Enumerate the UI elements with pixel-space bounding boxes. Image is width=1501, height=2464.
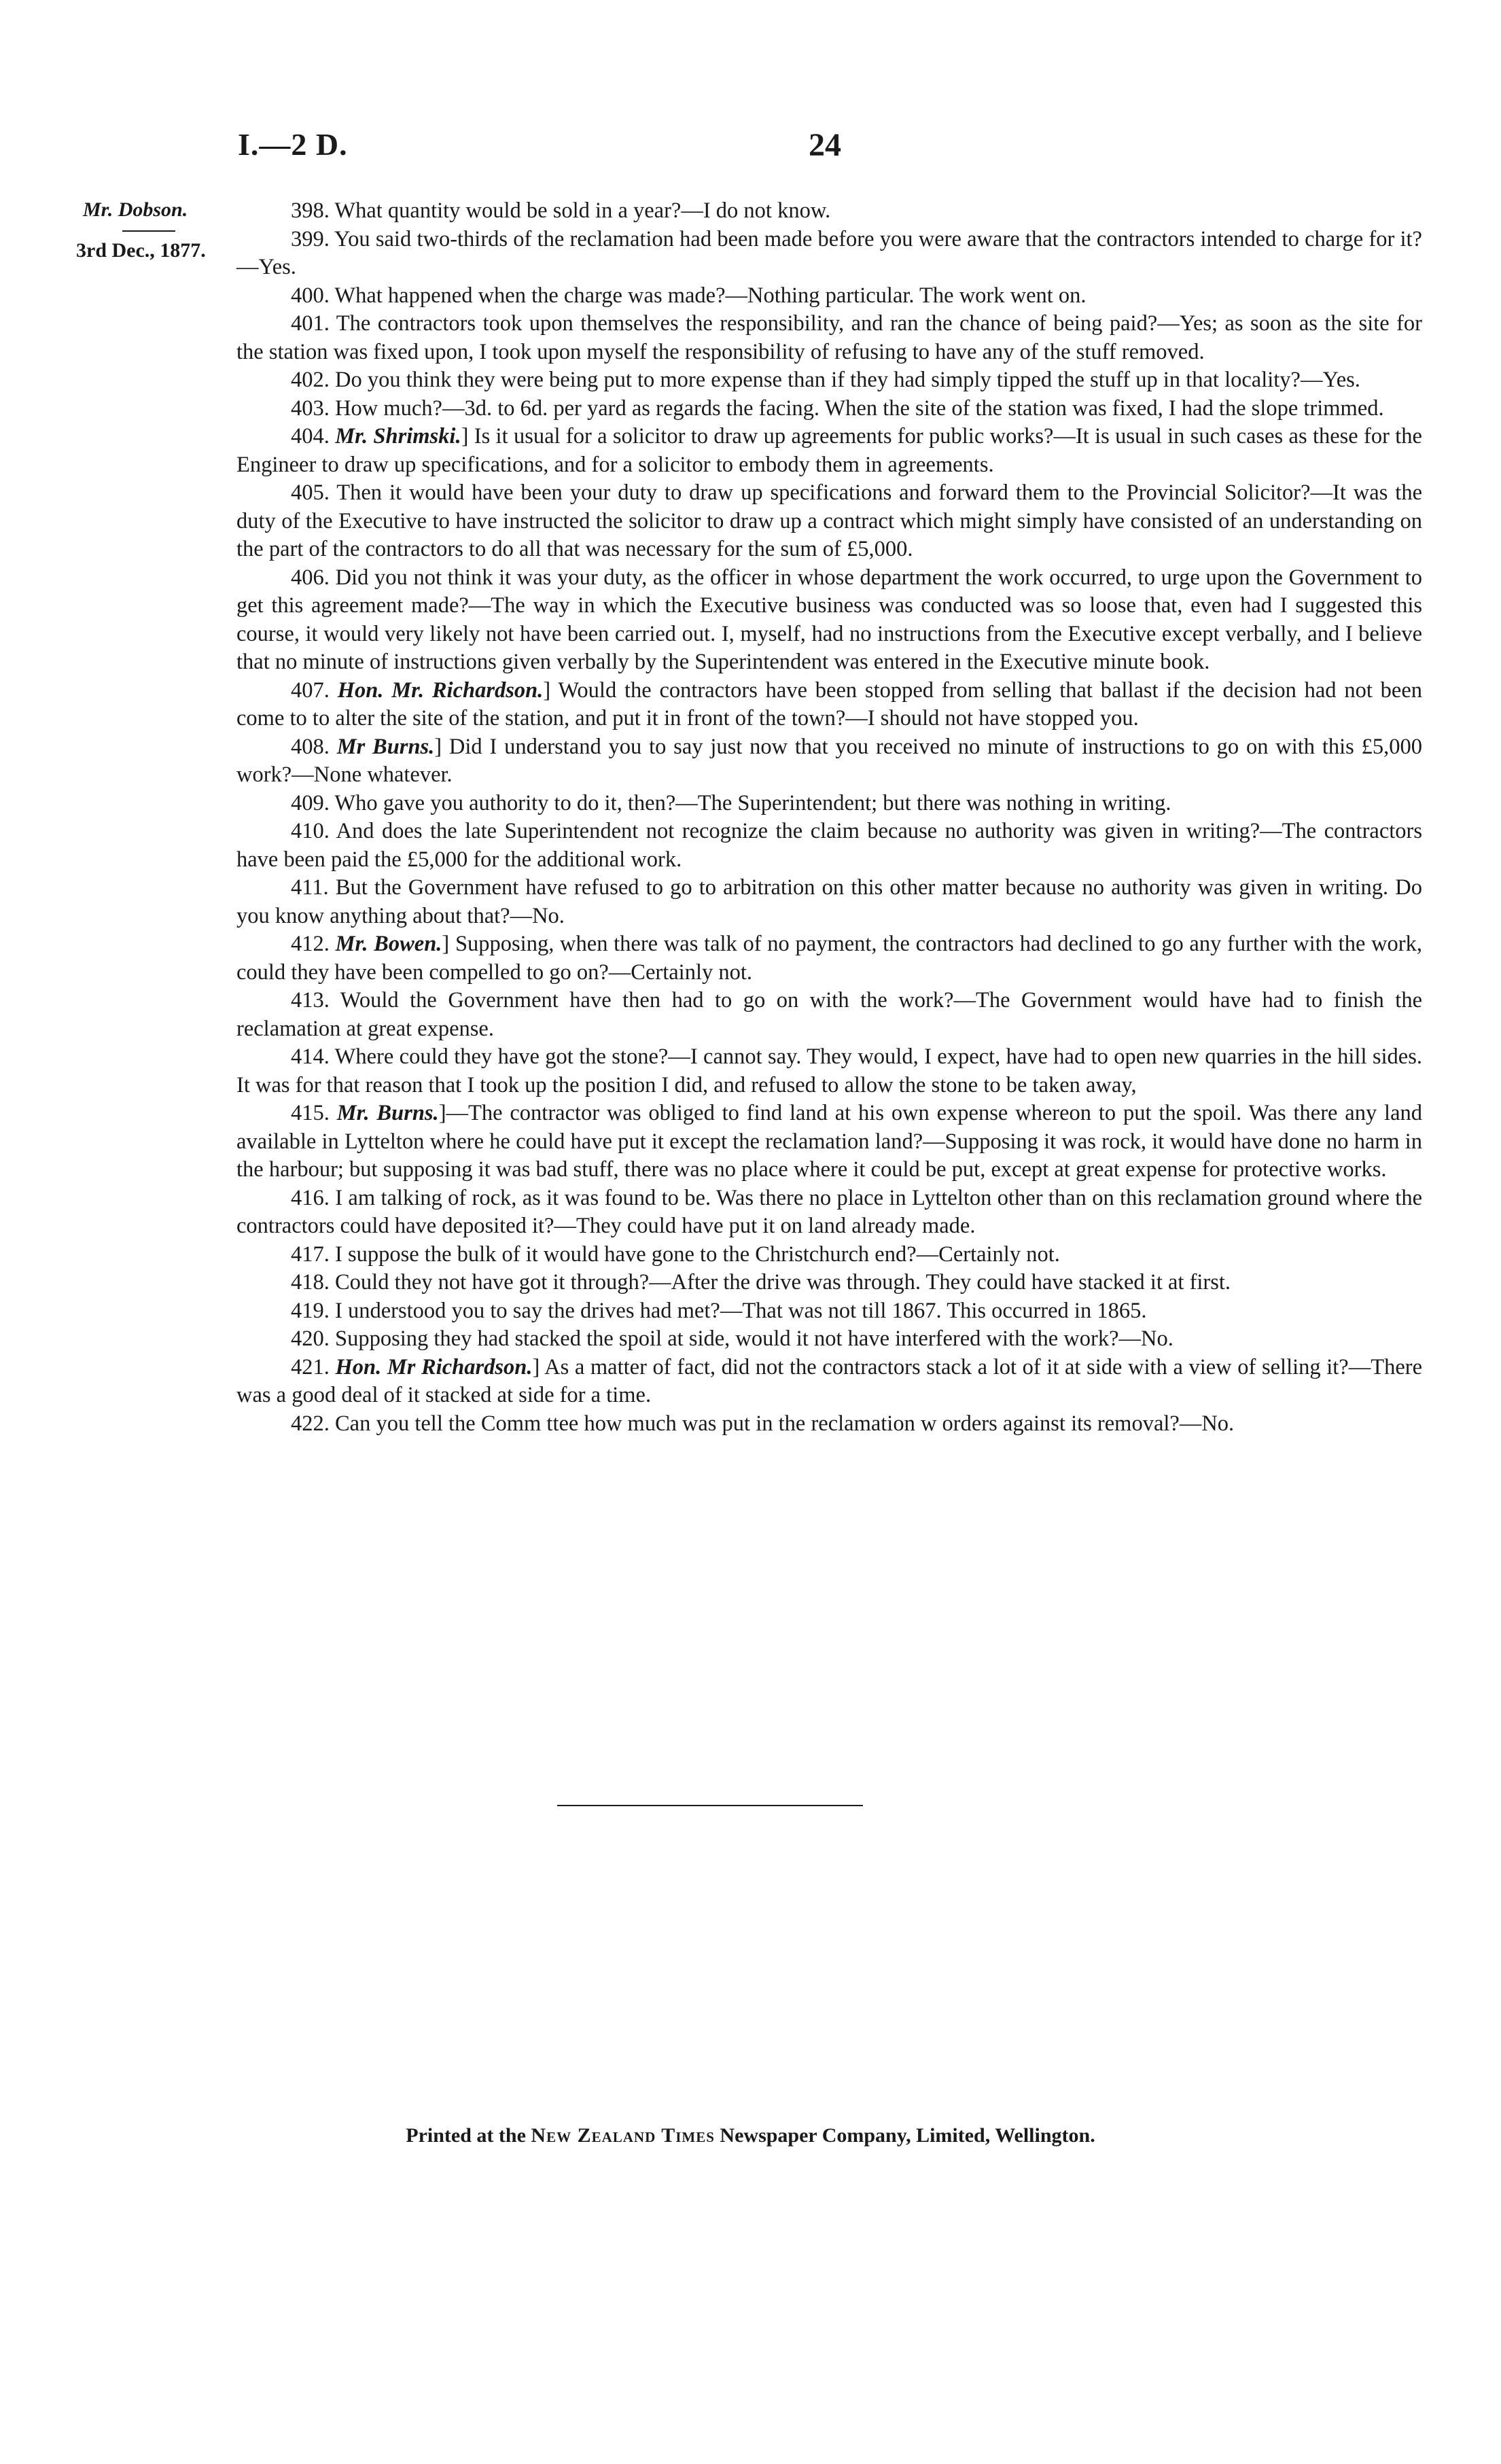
report-reference: I.—2 D. bbox=[238, 127, 348, 162]
question-number: 421. bbox=[291, 1354, 330, 1379]
paragraph-text: 420. Supposing they had stacked the spoil at side, would it not have interfered with the work?—No. bbox=[291, 1326, 1173, 1351]
margin-date: 3rd Dec., 1877. bbox=[76, 239, 206, 262]
testimony-paragraph bbox=[236, 1410, 1422, 1439]
paragraph-text: ]—The contractor was obliged to find land at his own expense whereon to put the spoil. Was there any land available in Lyttelton where he could have put it except the reclamation land?—Supposing it was rock, it would have done no harm in the harbour; but supposing it was bad stuff, there was no place where it could be put, except at great expense for protective works. bbox=[236, 1101, 1422, 1182]
paragraph-text: 403. How much?—3d. to 6d. per yard as regards the facing. When the site of the station was fixed, I had the slope trimmed. bbox=[291, 395, 1384, 421]
paragraph-text: ] Supposing, when there was talk of no payment, the contractors had declined to go any further with the work, could they have been compelled to go on?—Certainly not. bbox=[236, 932, 1423, 985]
imprint-newspaper-name: New Zealand Times bbox=[531, 2124, 715, 2147]
paragraph-text: 409. Who gave you authority to do it, then?—The Superintendent; but there was nothing in writing. bbox=[291, 790, 1171, 815]
testimony-paragraph bbox=[236, 564, 1422, 677]
testimony-paragraph bbox=[236, 733, 1422, 790]
imprint-suffix: Newspaper Company, Limited, Wellington. bbox=[714, 2124, 1095, 2147]
paragraph-text: 419. I understood you to say the drives had met?—That was not till 1867. This occurred in 1865. bbox=[291, 1298, 1147, 1323]
question-number: 407. bbox=[291, 677, 330, 703]
testimony-paragraph bbox=[236, 395, 1422, 423]
testimony-paragraph bbox=[236, 1241, 1422, 1269]
testimony-paragraph bbox=[236, 930, 1422, 987]
speaker-name: Mr. Bowen. bbox=[335, 932, 442, 956]
paragraph-text: 401. The contractors took upon themselves the responsibility, and ran the chance of being paid?—Yes; as soon as the site for the station was fixed upon, I took upon myself the responsibility of refusing to have any of the stuff removed. bbox=[236, 311, 1422, 364]
speaker-name: Mr. Burns. bbox=[336, 1101, 439, 1125]
testimony-paragraph bbox=[236, 197, 1422, 226]
testimony-paragraph bbox=[236, 310, 1422, 366]
testimony-paragraph bbox=[236, 423, 1422, 479]
question-number: 408. bbox=[291, 734, 330, 759]
testimony-paragraph bbox=[236, 1269, 1422, 1297]
margin-divider bbox=[122, 230, 175, 232]
testimony-paragraph bbox=[236, 790, 1422, 818]
paragraph-text: 417. I suppose the bulk of it would have gone to the Christchurch end?—Certainly not. bbox=[291, 1242, 1060, 1267]
question-number: 404. bbox=[291, 424, 330, 448]
paragraph-text: ] Is it usual for a solicitor to draw up agreements for public works?—It is usual in such cases as these for the Engineer to draw up specifications, and for a solicitor to embody them in agreements. bbox=[236, 424, 1422, 477]
paragraph-text: 406. Did you not think it was your duty, as the officer in whose department the work occurred, to urge upon the Government to get this agreement made?—The way in which the Executive business was conducted was so loose that, even had I suggested this course, it would very likely not have been carried out. I, myself, had no instructions from the Executive except verbally, and I believe that no minute of instructions given verbally by the Superintendent was entered in the Executive minute book. bbox=[236, 565, 1422, 674]
testimony-paragraph bbox=[236, 677, 1422, 733]
testimony-paragraph bbox=[236, 1043, 1422, 1099]
paragraph-text: 402. Do you think they were being put to more expense than if they had simply tipped the stuff up in that locality?—Yes. bbox=[291, 368, 1360, 392]
testimony-paragraph bbox=[236, 1099, 1422, 1184]
testimony-body bbox=[236, 197, 1422, 1438]
testimony-paragraph bbox=[236, 1184, 1422, 1241]
paragraph-text: 411. But the Government have refused to go to arbitration on this other matter because no authority was given in writing. Do you know anything about that?—No. bbox=[236, 875, 1422, 928]
paragraph-text: 414. Where could they have got the stone?—I cannot say. They would, I expect, have had to open new quarries in the hill sides. It was for that reason that I took up the position I did, and refused to allow the stone to be taken away, bbox=[236, 1044, 1422, 1097]
paragraph-text: 400. What happened when the charge was made?—Nothing particular. The work went on. bbox=[291, 283, 1087, 308]
paragraph-text: ] Would the contractors have been stopped from selling that ballast if the decision had not been come to to alter the site of the station, and put it in front of the town?—I should not have stopped you. bbox=[236, 677, 1422, 731]
testimony-paragraph bbox=[236, 817, 1422, 874]
paragraph-text: 418. Could they not have got it through?—After the drive was through. They could have stacked it at first. bbox=[291, 1270, 1231, 1295]
closing-rule bbox=[557, 1805, 863, 1806]
paragraph-text: 405. Then it would have been your duty to draw up specifications and forward them to the Provincial Solicitor?—It was the duty of the Executive to have instructed the solicitor to draw up a contract which might simply have consisted of an understanding on the part of the contractors to do all that was necessary for the sum of £5,000. bbox=[236, 480, 1422, 561]
speaker-name: Hon. Mr Richardson. bbox=[335, 1354, 533, 1379]
paragraph-text: 398. What quantity would be sold in a year?—I do not know. bbox=[291, 198, 831, 223]
testimony-paragraph bbox=[236, 226, 1422, 282]
page-number: 24 bbox=[809, 127, 841, 163]
question-number: 412. bbox=[291, 932, 330, 956]
paragraph-text: 416. I am talking of rock, as it was found to be. Was there no place in Lyttelton other than on this reclamation ground where the contractors could have deposited it?—They could have put it on land already made. bbox=[236, 1185, 1422, 1238]
testimony-paragraph bbox=[236, 366, 1422, 395]
speaker-name: Mr Burns. bbox=[336, 734, 435, 759]
testimony-paragraph bbox=[236, 479, 1422, 564]
testimony-paragraph bbox=[236, 874, 1422, 930]
speaker-name: Hon. Mr. Richardson. bbox=[337, 677, 544, 703]
imprint-prefix: Printed at the bbox=[406, 2124, 531, 2147]
testimony-paragraph bbox=[236, 282, 1422, 311]
margin-witness-name: Mr. Dobson. bbox=[83, 198, 188, 221]
paragraph-text: 413. Would the Government have then had to go on with the work?—The Government would have had to finish the reclamation at great expense. bbox=[236, 988, 1422, 1041]
testimony-paragraph bbox=[236, 987, 1422, 1043]
paragraph-text: ] Did I understand you to say just now that you received no minute of instructions to go on with this £5,000 work?—None whatever. bbox=[236, 734, 1423, 787]
printer-imprint bbox=[0, 2124, 1501, 2147]
testimony-paragraph bbox=[236, 1297, 1422, 1326]
speaker-name: Mr. Shrimski. bbox=[335, 424, 461, 448]
question-number: 415. bbox=[291, 1101, 330, 1125]
paragraph-text: ] As a matter of fact, did not the contractors stack a lot of it at side with a view of selling it?—There was a good deal of it stacked at side for a time. bbox=[236, 1354, 1423, 1407]
paragraph-text: 410. And does the late Superintendent not recognize the claim because no authority was given in writing?—The contractors have been paid the £5,000 for the additional work. bbox=[236, 819, 1422, 872]
testimony-paragraph bbox=[236, 1325, 1422, 1354]
paragraph-text: 399. You said two-thirds of the reclamation had been made before you were aware that the contractors intended to charge for it?—Yes. bbox=[236, 226, 1422, 279]
testimony-paragraph bbox=[236, 1354, 1422, 1410]
paragraph-text: 422. Can you tell the Comm ttee how much was put in the reclamation w orders against its removal?—No. bbox=[291, 1411, 1235, 1436]
